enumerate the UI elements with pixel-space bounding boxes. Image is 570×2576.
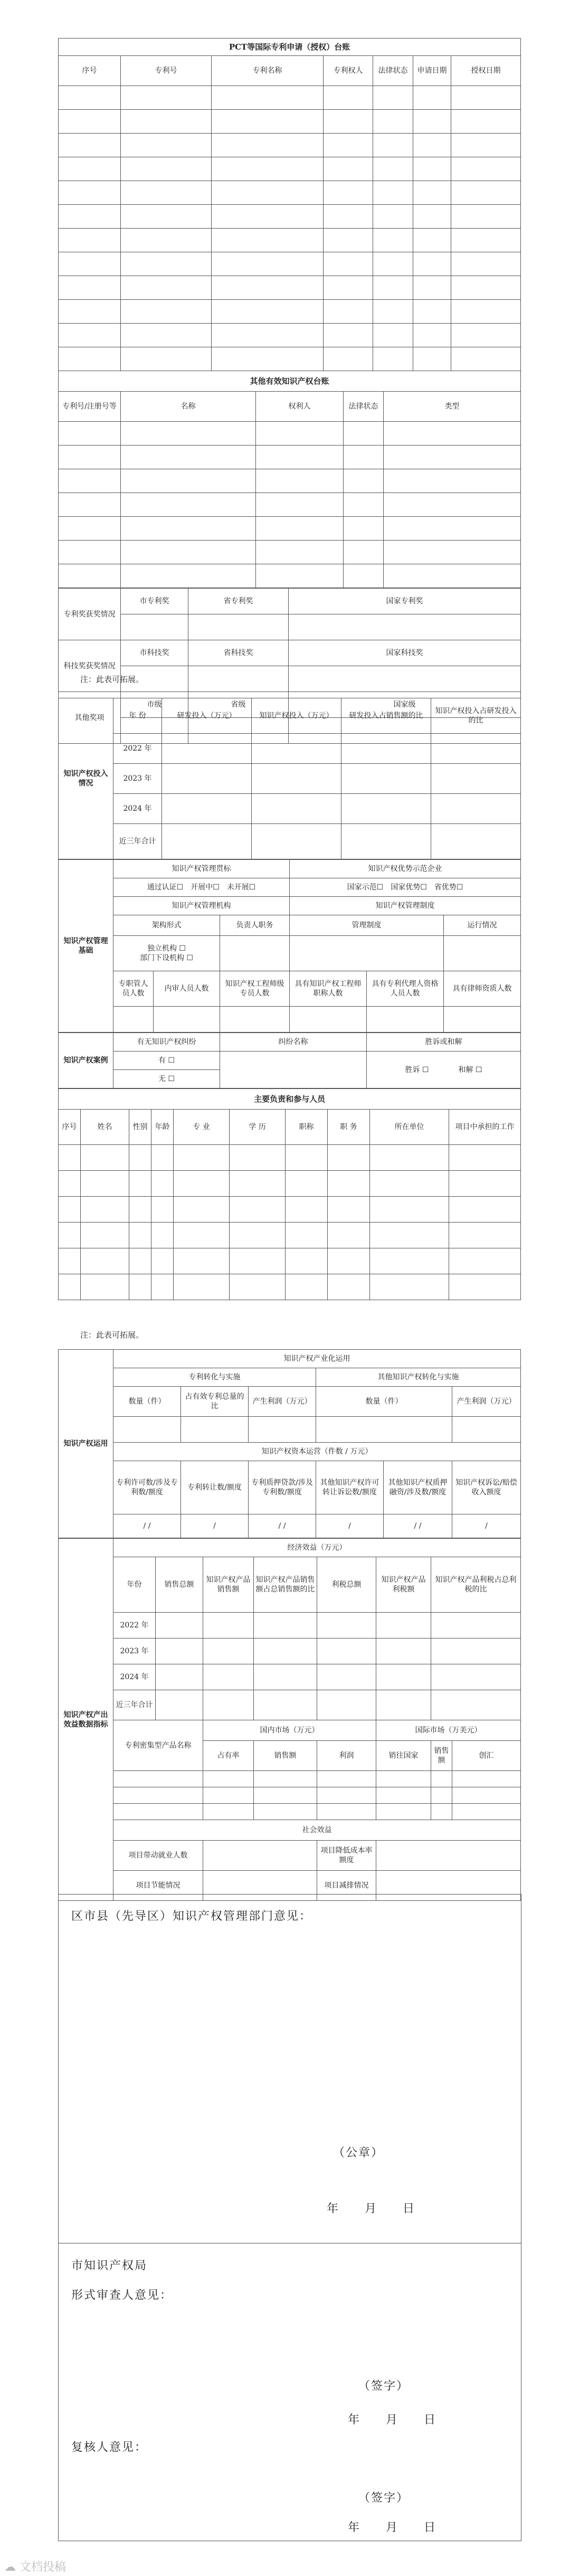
domestic-header: 销售额 bbox=[254, 1741, 317, 1771]
win-option[interactable]: 胜诉 ☐ bbox=[405, 1065, 429, 1074]
staff-header: 内审人员人数 bbox=[154, 971, 220, 1007]
management-table bbox=[58, 859, 521, 1033]
output-header: 知识产权产品销售额占总销售额的比 bbox=[254, 1557, 317, 1613]
social-item: 项目减排情况 bbox=[317, 1871, 376, 1901]
staff-header: 具有专利代理人资格人员人数 bbox=[367, 971, 444, 1007]
personnel-header: 学 历 bbox=[230, 1110, 286, 1145]
pct-table bbox=[58, 38, 521, 371]
staff-header: 具有知识产权工程师职称人数 bbox=[290, 971, 367, 1007]
result-title: 胜诉或和解 bbox=[367, 1033, 521, 1052]
dispute-no[interactable]: 无 ☐ bbox=[113, 1070, 220, 1088]
output-header: 利税总额 bbox=[317, 1557, 376, 1613]
capital-header: 专利质押贷款/涉及专利数/额度 bbox=[249, 1461, 316, 1514]
sys-header: 管理制度 bbox=[290, 915, 444, 936]
output-year: 2024 年 bbox=[113, 1664, 156, 1690]
application-table bbox=[58, 1349, 521, 1538]
personnel-header: 姓名 bbox=[81, 1110, 129, 1145]
award-level: 市专利奖 bbox=[121, 589, 188, 614]
county-opinion-title: 区市县（先导区）知识产权管理部门意见： bbox=[71, 1910, 312, 1923]
output-header: 销售总额 bbox=[156, 1557, 203, 1613]
social-title: 社会效益 bbox=[113, 1820, 521, 1841]
award-level: 省科技奖 bbox=[188, 640, 289, 666]
opinion-box bbox=[58, 1894, 521, 2541]
personnel-table bbox=[58, 1088, 521, 1300]
org-header: 架构形式 bbox=[113, 915, 220, 936]
product-title: 专利密集型产品名称 bbox=[113, 1720, 203, 1771]
intl-title: 国际市场（万美元） bbox=[376, 1720, 521, 1741]
investment-header: 知识产权投入占研发投入的比 bbox=[431, 698, 521, 734]
output-header: 知识产权产品销售额 bbox=[203, 1557, 254, 1613]
slash-cell: / / bbox=[113, 1514, 181, 1538]
staff-header: 具有律师资质人数 bbox=[444, 971, 521, 1007]
personnel-header: 所在单位 bbox=[370, 1110, 449, 1145]
investment-year: 2022 年 bbox=[113, 734, 162, 764]
recheck-sign: （签字） bbox=[358, 2492, 410, 2505]
other-ip-header: 名称 bbox=[121, 392, 256, 422]
capital-header: 专利转让数/额度 bbox=[181, 1461, 249, 1514]
investment-year: 2023 年 bbox=[113, 764, 162, 794]
personnel-header: 专 业 bbox=[174, 1110, 230, 1145]
city-bureau-title: 市知识产权局 bbox=[71, 2259, 148, 2272]
ip-application-section bbox=[58, 1349, 520, 1901]
slash-cell: / bbox=[181, 1514, 249, 1538]
investment-header: 研发投入（万元） bbox=[162, 698, 252, 734]
other-ip-header: 专利号/注册号等 bbox=[59, 392, 121, 422]
note-1: 注：此表可拓展。 bbox=[80, 675, 144, 684]
investment-header: 知识产权投入（万元） bbox=[252, 698, 341, 734]
pct-title: PCT等国际专利申请（授权）台账 bbox=[59, 39, 521, 56]
output-header: 知识产权产品利税额 bbox=[376, 1557, 431, 1613]
other-ip-header: 权利人 bbox=[256, 392, 344, 422]
litigation-title: 纠纷名称 bbox=[220, 1033, 367, 1052]
intl-header: 销往国家 bbox=[376, 1741, 431, 1771]
county-seal: （公章） bbox=[333, 2146, 384, 2160]
output-year: 近三年合计 bbox=[113, 1690, 156, 1720]
personnel-header: 年龄 bbox=[151, 1110, 174, 1145]
investment-label: 知识产权投入情况 bbox=[59, 698, 113, 859]
formal-sign: （签字） bbox=[358, 2380, 410, 2393]
org-header: 负责人职务 bbox=[220, 915, 290, 936]
pct-header: 专利号 bbox=[121, 56, 212, 86]
personnel-empty-rows bbox=[59, 1145, 521, 1300]
capital-title: 知识产权资本运营（件数 / 万元） bbox=[113, 1443, 521, 1461]
slash-cell: / / bbox=[249, 1514, 316, 1538]
personnel-header: 职称 bbox=[286, 1110, 328, 1145]
output-header: 年份 bbox=[113, 1557, 156, 1613]
other-ip-empty-rows bbox=[59, 422, 521, 588]
other-ip-title: 其他有效知识产权台账 bbox=[59, 371, 521, 392]
pct-header: 法律状态 bbox=[373, 56, 413, 86]
demo-options[interactable]: 国家示范☐ 国家优势☐ 省优势☐ bbox=[290, 878, 521, 897]
capital-header: 知识产权诉讼/赔偿收入额度 bbox=[452, 1461, 521, 1514]
capital-header: 专利许可数/涉及专利数/额度 bbox=[113, 1461, 181, 1514]
county-date: 年 月 日 bbox=[327, 2202, 416, 2215]
output-year: 2022 年 bbox=[113, 1613, 156, 1639]
demo-title: 知识产权优势示范企业 bbox=[290, 860, 521, 878]
investment-year: 近三年合计 bbox=[113, 824, 162, 859]
settle-option[interactable]: 和解 ☐ bbox=[458, 1065, 482, 1074]
pct-header: 申请日期 bbox=[413, 56, 451, 86]
investment-year: 2024 年 bbox=[113, 794, 162, 824]
formal-date: 年 月 日 bbox=[348, 2413, 437, 2427]
self-title: 专利转化与实施 bbox=[113, 1368, 316, 1387]
patent-award-label: 专利奖获奖情况 bbox=[59, 589, 121, 640]
social-item: 项目带动就业人数 bbox=[113, 1841, 203, 1871]
award-level: 省级 bbox=[188, 692, 289, 718]
other-header: 产生利润（万元） bbox=[452, 1387, 521, 1417]
other-ip-header: 法律状态 bbox=[344, 392, 384, 422]
social-item: 项目降低成本率额度 bbox=[317, 1841, 376, 1871]
output-table bbox=[58, 1538, 521, 1901]
sys-header: 运行情况 bbox=[444, 915, 521, 936]
pct-header: 专利权人 bbox=[324, 56, 373, 86]
pct-header: 序号 bbox=[59, 56, 121, 86]
cases-label: 知识产权案例 bbox=[59, 1033, 113, 1088]
ip-basics-section bbox=[58, 698, 520, 1300]
self-header: 产生利润（万元） bbox=[249, 1387, 316, 1417]
personnel-header: 项目中承担的工作 bbox=[449, 1110, 521, 1145]
personnel-header: 职 务 bbox=[328, 1110, 370, 1145]
cases-table bbox=[58, 1033, 521, 1088]
management-label: 知识产权管理基础 bbox=[59, 860, 113, 1033]
dispute-title: 有无知识产权纠纷 bbox=[113, 1033, 220, 1052]
capital-header: 其他知识产权许可转让诉讼数/额度 bbox=[316, 1461, 384, 1514]
output-label: 知识产权产出效益数据指标 bbox=[59, 1539, 113, 1901]
slash-cell: / bbox=[452, 1514, 521, 1538]
domestic-header: 利润 bbox=[317, 1741, 376, 1771]
pct-header: 专利名称 bbox=[212, 56, 324, 86]
intl-header: 创汇 bbox=[452, 1741, 521, 1771]
self-header: 数量（件） bbox=[113, 1387, 181, 1417]
org-options[interactable]: 独立机构 ☐ 部门下设机构 ☐ bbox=[113, 936, 220, 971]
econ-title: 经济效益（万元） bbox=[113, 1539, 521, 1557]
award-level: 省专利奖 bbox=[188, 589, 289, 614]
staff-header: 专职管人员人数 bbox=[113, 971, 154, 1007]
other-title: 其他知识产权转化与实施 bbox=[316, 1368, 521, 1387]
other-award-label: 其他奖项 bbox=[59, 692, 121, 744]
domestic-header: 占有率 bbox=[203, 1741, 254, 1771]
std-options[interactable]: 通过认证☐ 开展中☐ 未开展☐ bbox=[113, 878, 290, 897]
org-title: 知识产权管理机构 bbox=[113, 897, 290, 915]
personnel-header: 序号 bbox=[59, 1110, 81, 1145]
dispute-yes[interactable]: 有 ☐ bbox=[113, 1052, 220, 1070]
recheck-date: 年 月 日 bbox=[348, 2521, 437, 2534]
self-header: 占有效专利总量的比 bbox=[181, 1387, 249, 1417]
cloud-icon: ☁ bbox=[4, 2561, 16, 2574]
pct-empty-rows bbox=[59, 86, 521, 371]
personnel-header: 性别 bbox=[129, 1110, 151, 1145]
social-item: 项目节能情况 bbox=[113, 1871, 203, 1901]
investment-header: 年 份 bbox=[113, 698, 162, 734]
investment-table bbox=[58, 698, 521, 859]
intl-header: 销售额 bbox=[431, 1741, 452, 1771]
slash-cell: / / bbox=[384, 1514, 452, 1538]
award-level: 国家专利奖 bbox=[289, 589, 521, 614]
slash-cell: / bbox=[316, 1514, 384, 1538]
note-2: 注：此表可拓展。 bbox=[80, 1330, 144, 1340]
output-year: 2023 年 bbox=[113, 1639, 156, 1664]
watermark-text: 文档投稿 bbox=[20, 2561, 66, 2574]
staff-header: 知识产权工程师级专员人数 bbox=[220, 971, 290, 1007]
formal-review-title: 形式审查人意见： bbox=[71, 2289, 173, 2302]
application-top-title: 知识产权产业化运用 bbox=[113, 1350, 521, 1368]
investment-header: 研发投入占销售额的比 bbox=[341, 698, 431, 734]
personnel-title: 主要负责和参与人员 bbox=[59, 1089, 521, 1110]
watermark-logo bbox=[4, 2558, 66, 2574]
application-label: 知识产权运用 bbox=[59, 1350, 113, 1538]
award-level: 市科技奖 bbox=[121, 640, 188, 666]
output-header: 知识产权产品利税占总利税的比 bbox=[431, 1557, 521, 1613]
pct-header: 授权日期 bbox=[451, 56, 521, 86]
capital-header: 其他知识产权质押融资/涉及数/额度 bbox=[384, 1461, 452, 1514]
recheck-title: 复核人意见： bbox=[71, 2441, 148, 2454]
other-ip-table bbox=[58, 371, 521, 588]
other-ip-header: 类型 bbox=[384, 392, 521, 422]
sci-award-label: 科技奖获奖情况 bbox=[59, 640, 121, 692]
domestic-title: 国内市场（万元） bbox=[203, 1720, 376, 1741]
pct-section bbox=[58, 38, 520, 744]
award-level: 市级 bbox=[121, 692, 188, 718]
award-level: 国家科技奖 bbox=[289, 640, 521, 666]
award-level: 国家级 bbox=[289, 692, 521, 718]
other-header: 数量（件） bbox=[316, 1387, 452, 1417]
std-title: 知识产权管理贯标 bbox=[113, 860, 290, 878]
sys-title: 知识产权管理制度 bbox=[290, 897, 521, 915]
